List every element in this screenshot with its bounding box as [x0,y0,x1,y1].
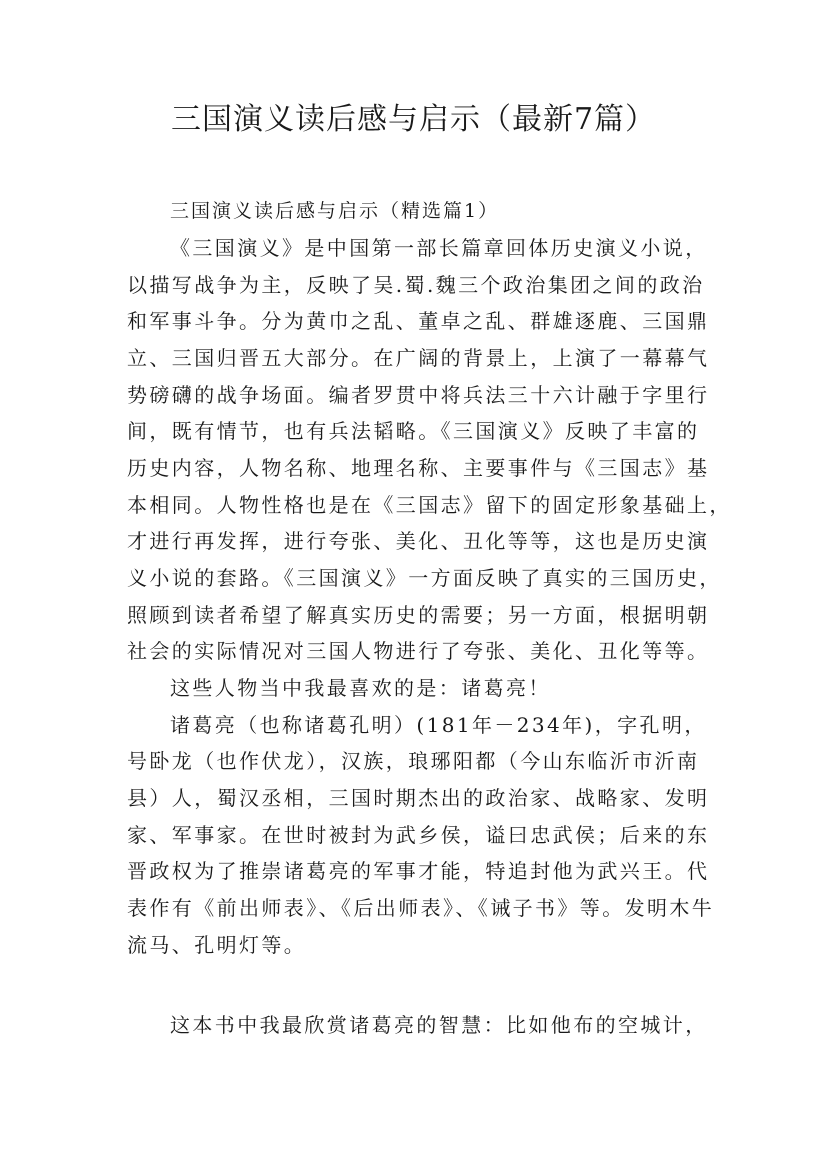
paragraph-line: 间，既有情节，也有兵法韬略。《三国演义》反映了丰富的 [127,419,700,443]
paragraph-line: 县）人，蜀汉丞相，三国时期杰出的政治家、战略家、发明 [127,786,710,810]
paragraph-line: 势磅礴的战争场面。编者罗贯中将兵法三十六计融于字里行 [127,383,710,407]
paragraph-line: 晋政权为了推崇诸葛亮的军事才能，特追封他为武兴王。代 [127,859,710,883]
paragraph-line: 历史内容，人物名称、地理名称、主要事件与《三国志》基 [127,456,710,480]
paragraph-line: 这本书中我最欣赏诸葛亮的智慧：比如他布的空城计， [170,1013,708,1037]
paragraph-line: 和军事斗争。分为黄巾之乱、董卓之乱、群雄逐鹿、三国鼎 [127,309,710,333]
paragraph-line: 社会的实际情况对三国人物进行了夸张、美化、丑化等等。 [127,639,710,663]
section-heading: 三国演义读后感与启示（精选篇1） [170,200,500,222]
paragraph-line: 立、三国归晋五大部分。在广阔的背景上，上演了一幕幕气 [127,346,710,370]
paragraph-line: 表作有《前出师表》、《后出师表》、《诫子书》等。发明木牛 [127,896,715,920]
paragraph-line: 《三国演义》是中国第一部长篇章回体历史演义小说， [170,236,708,260]
paragraph-line: 家、军事家。在世时被封为武乡侯，谥曰忠武侯；后来的东 [127,823,710,847]
paragraph-line: 才进行再发挥，进行夸张、美化、丑化等等，这也是历史演 [127,529,710,553]
paragraph-line: 这些人物当中我最喜欢的是：诸葛亮！ [170,676,551,700]
paragraph-line: 本相同。人物性格也是在《三国志》留下的固定形象基础上， [127,493,732,517]
paragraph-line: 诸葛亮（也称诸葛孔明）(181年－234年)，字孔明， [170,713,707,737]
document-title: 三国演义读后感与启示（最新7篇） [170,102,657,137]
paragraph-line: 照顾到读者希望了解真实历史的需要；另一方面，根据明朝 [127,603,710,627]
paragraph-line: 流马、孔明灯等。 [127,933,307,957]
paragraph-line: 以描写战争为主，反映了吴.蜀.魏三个政治集团之间的政治 [127,273,705,297]
paragraph-line: 义小说的套路。《三国演义》一方面反映了真实的三国历史， [127,566,722,590]
paragraph-line: 号卧龙（也作伏龙），汉族，琅琊阳都（今山东临沂市沂南 [127,749,700,773]
